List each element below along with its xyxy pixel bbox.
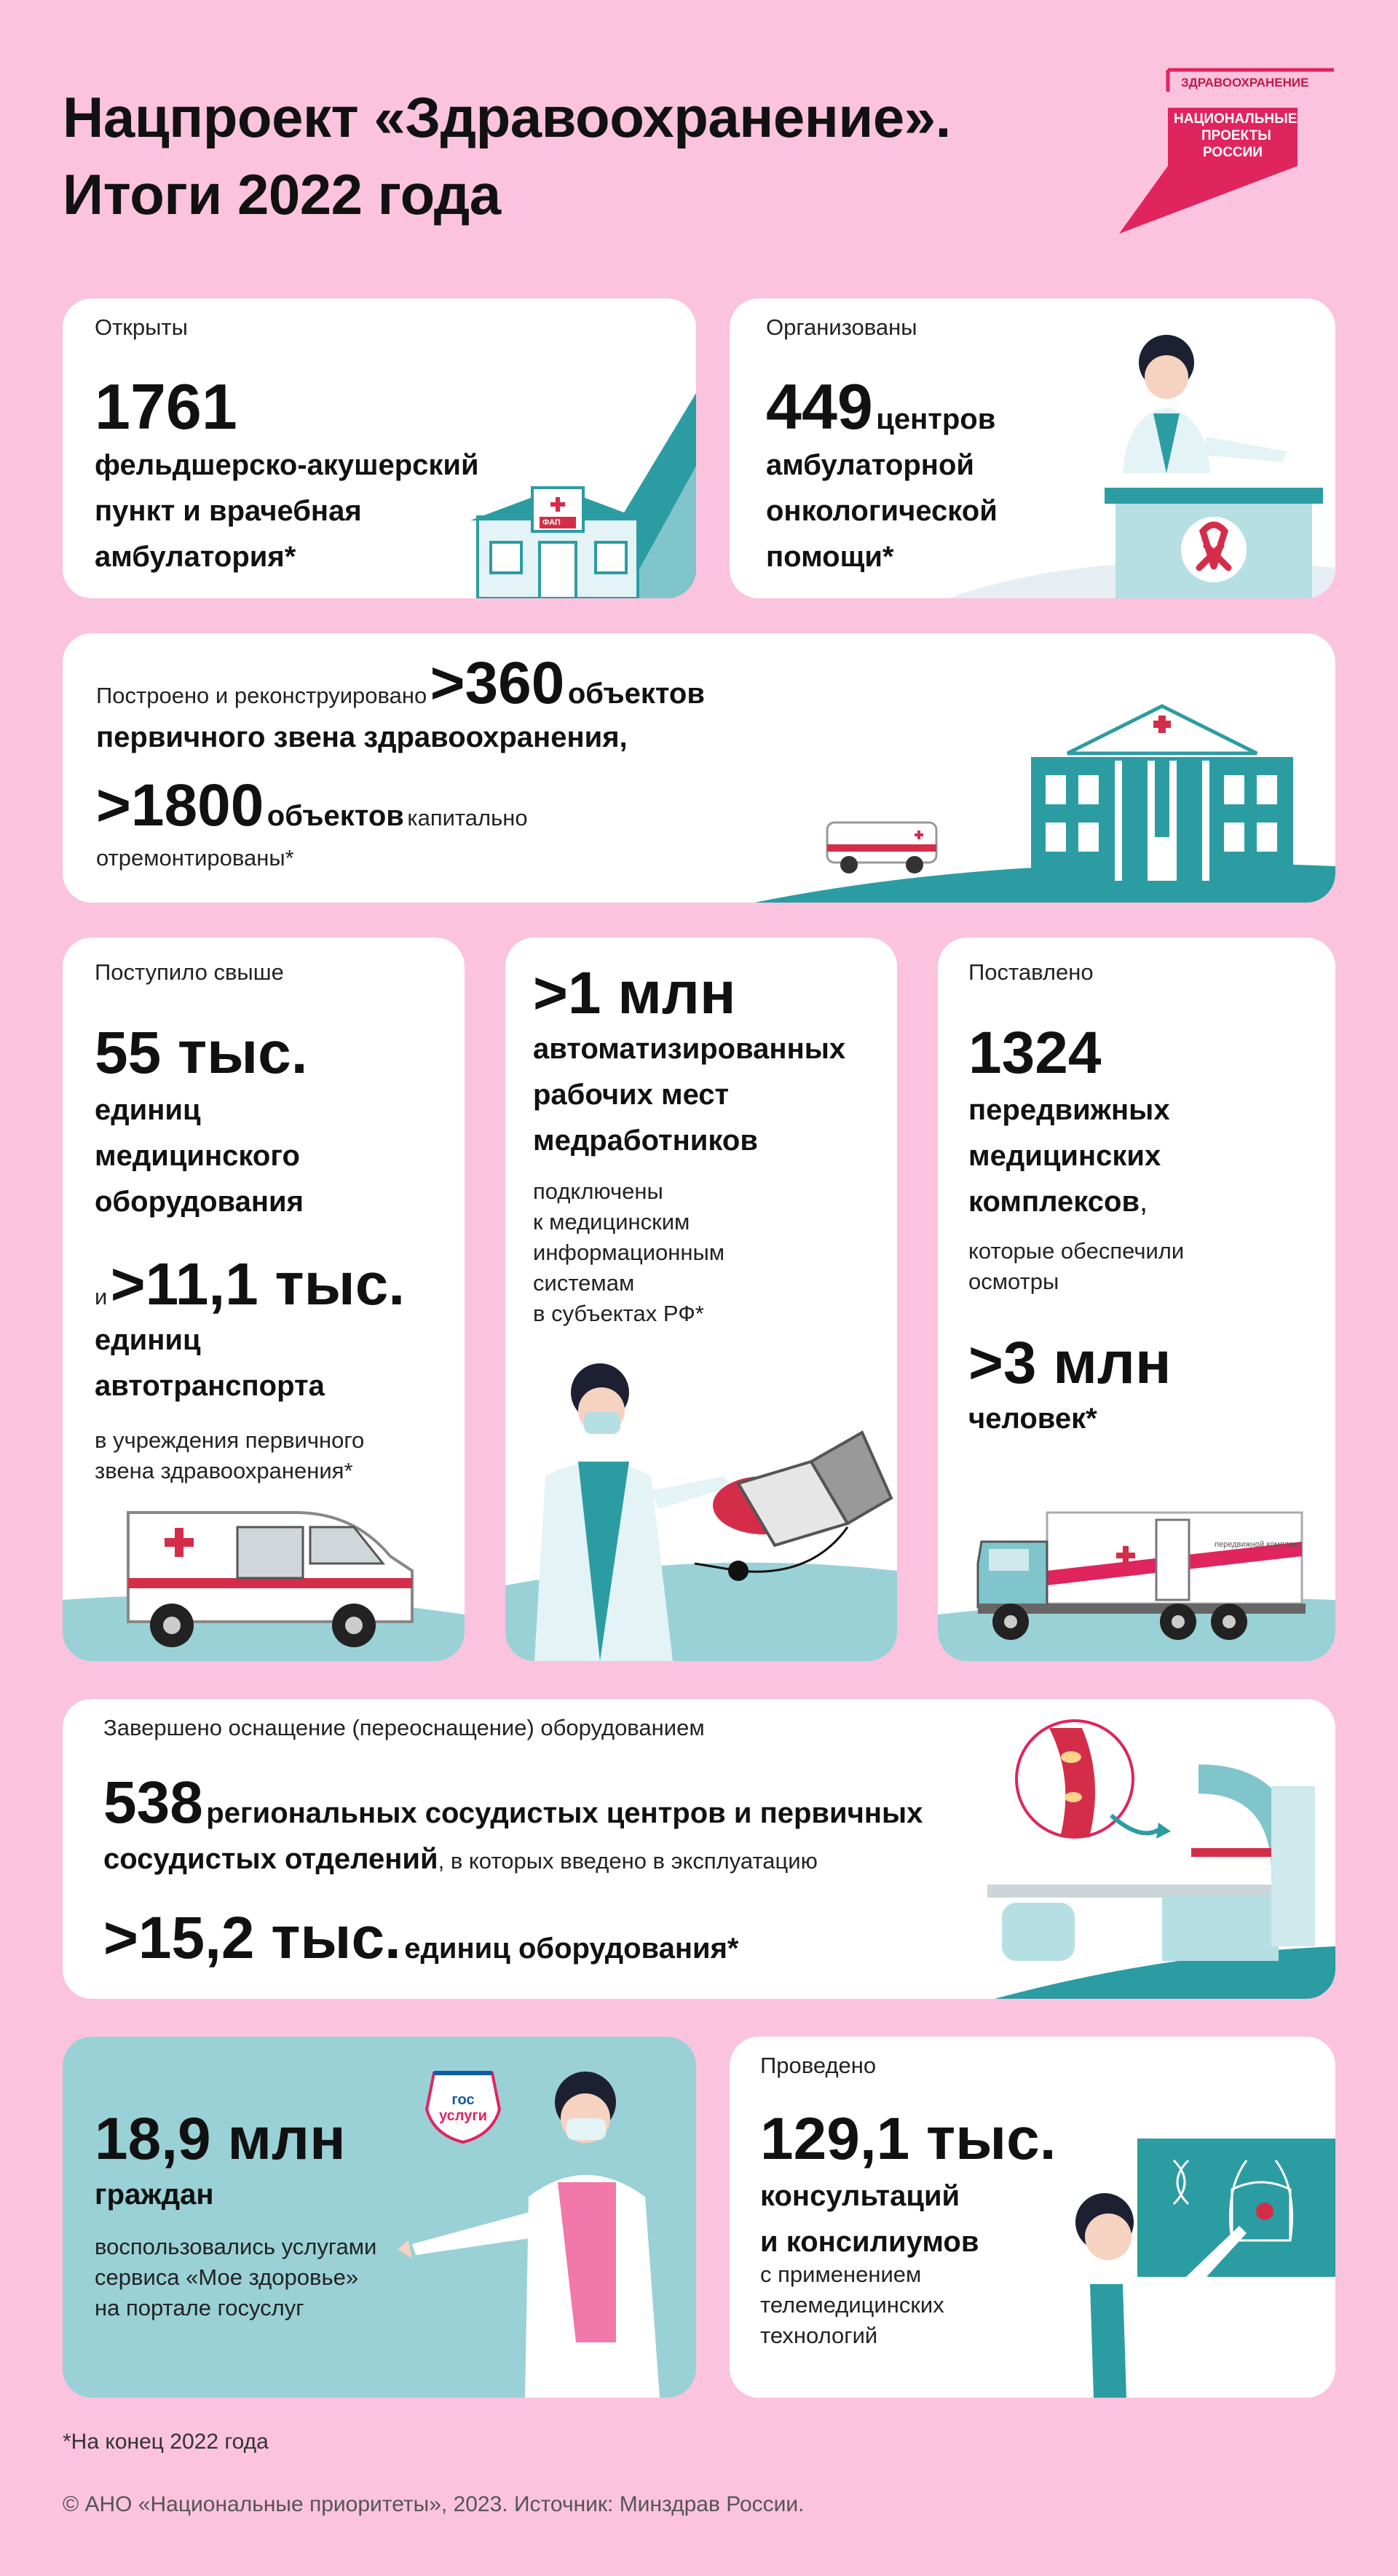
mobile-clinic-truck-icon: [938, 1491, 1335, 1661]
text-line-1: передвижных: [968, 1094, 1170, 1126]
card-text-2: человек*: [968, 1403, 1097, 1435]
note-line-2: сервиса «Мое здоровье»: [95, 2264, 359, 2290]
card-mobile-complexes: [938, 938, 1335, 1661]
badge-line-1: гос: [451, 2092, 475, 2108]
note-line-5: в субъектах РФ*: [533, 1301, 704, 1326]
card-label: Завершено оснащение (переоснащение) оборудованием: [103, 1715, 705, 1740]
card-text-1: [95, 1087, 304, 1225]
card-number: 449: [766, 370, 873, 443]
logo-top-text: ЗДРАВООХРАНЕНИЕ: [1181, 76, 1309, 90]
text-line-2: медицинских: [968, 1140, 1161, 1172]
vascular-line-2-tail: , в которых введено в эксплуатацию: [438, 1848, 818, 1874]
text-line-2: рабочих мест: [533, 1079, 730, 1111]
copyright: © АНО «Национальные приоритеты», 2023. Источник: Минздрав России.: [63, 2492, 805, 2516]
note-line-1: с применением: [760, 2262, 922, 2287]
fap-sign: ФАП: [542, 518, 561, 527]
card-number: 129,1 тыс.: [760, 2106, 1057, 2172]
note-line-3: технологий: [760, 2323, 878, 2348]
title-line-2: Итоги 2022 года: [63, 162, 501, 226]
text-line-3-main: комплексов: [968, 1186, 1140, 1218]
text-line-1: единиц: [95, 1094, 201, 1126]
card-text: [95, 443, 479, 580]
build-suffix-1: объектов: [567, 678, 705, 710]
hospital-icon: [754, 691, 1335, 903]
text-line-1: консультаций: [760, 2180, 960, 2212]
logo-line-1: НАЦИОНАЛЬНЫЕ: [1174, 111, 1298, 127]
page-title: [63, 79, 951, 233]
build-suffix-2: объектов: [266, 800, 404, 832]
card-number: >1 млн: [533, 960, 736, 1026]
vascular-row-3: [103, 1904, 739, 1973]
vascular-number-2: >15,2 тыс.: [103, 1905, 401, 1971]
logo-line-2: ПРОЕКТЫ: [1201, 128, 1271, 143]
logo-line-3: РОССИИ: [1203, 145, 1263, 160]
build-line-4: отремонтированы*: [96, 845, 294, 871]
text-line-1: фельдшерско-акушерский: [95, 449, 479, 481]
card-number-2-row: [95, 1251, 405, 1319]
card-workstations: [505, 938, 897, 1661]
text-line-2: и консилиумов: [760, 2226, 979, 2258]
card-text: [760, 2173, 979, 2265]
build-row-3: [96, 772, 528, 840]
text-line-4: единиц: [95, 1324, 201, 1356]
text-line-3: онкологической: [766, 495, 998, 527]
card-fap: [63, 298, 696, 598]
vascular-line-3: единиц оборудования*: [404, 1933, 739, 1965]
telemedicine-screen-icon: [999, 2117, 1335, 2398]
note-line-1: подключены: [533, 1178, 663, 1204]
vascular-row-2: [103, 1843, 818, 1876]
build-number-1: >360: [430, 650, 565, 716]
fap-building-icon: [456, 379, 696, 598]
build-row-1: [96, 649, 705, 718]
doctor-laptop-icon: [505, 1352, 897, 1661]
card-text-2: [95, 1317, 325, 1409]
card-label: Поставлено: [968, 959, 1094, 985]
national-projects-logo: [1101, 63, 1334, 237]
note-line-3: информационным: [533, 1240, 725, 1265]
card-onco: [730, 298, 1335, 598]
note-line-2: звена здравоохранения*: [95, 1458, 353, 1483]
text-line-3-tail: ,: [1140, 1186, 1148, 1218]
note-line-2: телемедицинских: [760, 2292, 944, 2318]
text-line-2: медицинского: [95, 1140, 300, 1172]
angiograph-icon: [907, 1713, 1335, 1999]
card-note: [760, 2259, 944, 2351]
note-line-3: на портале госуслуг: [95, 2295, 304, 2321]
card-build: [63, 633, 1335, 903]
card-number-2: >11,1 тыс.: [110, 1251, 406, 1317]
card-number-2: >3 млн: [968, 1330, 1172, 1396]
card-number-1: 55 тыс.: [95, 1020, 308, 1086]
card-label: Организованы: [766, 314, 917, 340]
card-label: Открыты: [95, 314, 188, 340]
card-text-1: [968, 1087, 1170, 1225]
vascular-line-1: региональных сосудистых центров и первичных: [206, 1797, 923, 1829]
card-equipment: [63, 938, 465, 1661]
text-line-3: медработников: [533, 1125, 758, 1157]
note-line-1: воспользовались услугами: [95, 2234, 377, 2259]
build-suffix-2b: капитально: [407, 805, 528, 831]
card-note: [968, 1236, 1184, 1297]
logo-main-text: [1174, 111, 1297, 161]
text-line-4: помощи*: [766, 541, 894, 573]
card-note: [95, 2232, 376, 2323]
truck-side-text: передвижной комплекс: [1215, 1540, 1301, 1549]
text-line-2: амбулаторной: [766, 449, 974, 481]
vascular-row-1: [103, 1769, 923, 1837]
doctor-desk-icon: [948, 328, 1335, 598]
build-number-2: >1800: [96, 772, 264, 839]
text-line-1: автоматизированных: [533, 1033, 846, 1065]
card-number: 1761: [95, 370, 237, 443]
card-number: 18,9 млн: [95, 2106, 346, 2172]
note-line-1: в учреждения первичного: [95, 1427, 365, 1453]
card-text: граждан: [95, 2179, 214, 2211]
vascular-number-1: 538: [103, 1769, 203, 1836]
text-line-3: оборудования: [95, 1186, 304, 1218]
card-gosuslugi: [63, 2037, 696, 2398]
text-line-2: пункт и врачебная: [95, 495, 362, 527]
card-label: Проведено: [760, 2053, 877, 2078]
card-label: Поступило свыше: [95, 959, 284, 985]
text-line-3: амбулатория*: [95, 541, 296, 573]
text-line-3: [968, 1179, 1170, 1225]
conjunction: и: [95, 1284, 108, 1309]
text-after-number: центров: [876, 403, 996, 435]
ambulance-icon: [63, 1491, 465, 1661]
doctor-woman-icon: [398, 2037, 696, 2398]
card-note: [95, 1425, 364, 1486]
badge-line-2: услуги: [439, 2108, 487, 2124]
card-number-1: 1324: [968, 1020, 1102, 1086]
card-note: [533, 1176, 724, 1329]
card-text: [533, 1026, 845, 1164]
build-line-2: первичного звена здравоохранения,: [96, 721, 628, 753]
vascular-line-2-bold: сосудистых отделений: [103, 1843, 438, 1875]
card-vascular: [63, 1699, 1335, 1999]
note-line-2: к медицинским: [533, 1209, 690, 1235]
ambulance-small-icon: [827, 823, 936, 873]
card-telemedicine: [730, 2037, 1335, 2398]
footnote: *На конец 2022 года: [63, 2430, 269, 2454]
title-line-1: Нацпроект «Здравоохранение».: [63, 85, 951, 149]
note-line-2: осмотры: [968, 1269, 1059, 1294]
note-line-1: которые обеспечили: [968, 1238, 1185, 1264]
build-prefix: Построено и реконструировано: [96, 683, 427, 708]
note-line-4: системам: [533, 1270, 635, 1296]
text-line-5: автотранспорта: [95, 1370, 325, 1402]
